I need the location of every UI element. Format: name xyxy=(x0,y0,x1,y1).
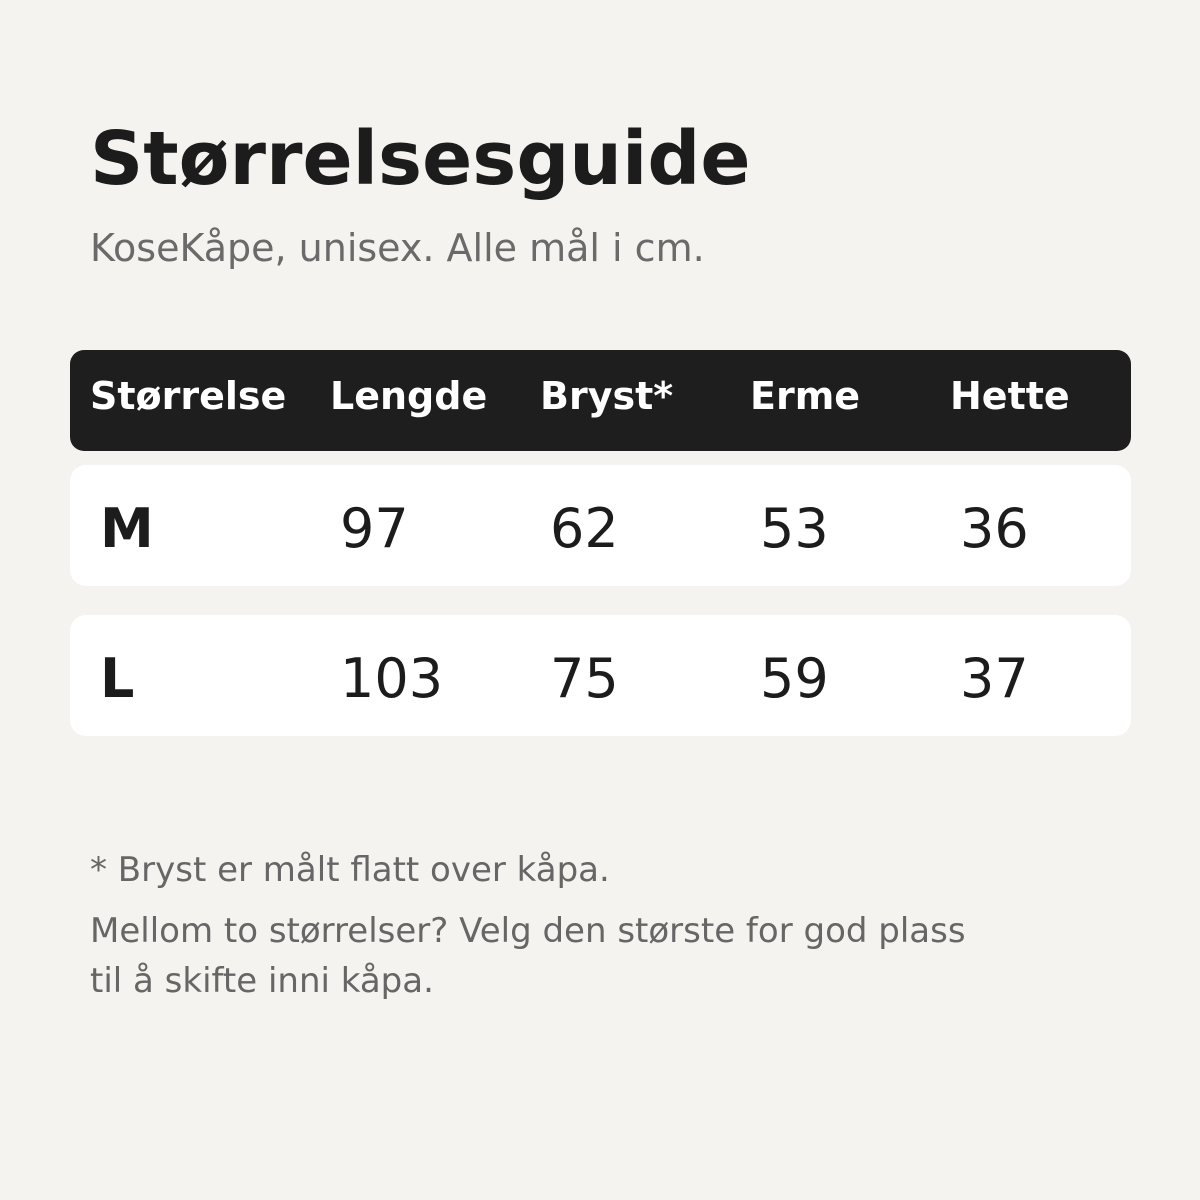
cell-hood: 36 xyxy=(960,497,1029,560)
cell-length: 97 xyxy=(340,497,409,560)
cell-chest: 75 xyxy=(550,647,619,710)
page-title: Størrelsesguide xyxy=(90,116,751,202)
header-sleeve: Erme xyxy=(750,374,861,418)
cell-sleeve: 53 xyxy=(760,497,829,560)
footnote-text: * Bryst er målt flatt over kåpa. xyxy=(90,850,610,890)
header-length: Lengde xyxy=(330,374,488,418)
page-subtitle: KoseKåpe, unisex. Alle mål i cm. xyxy=(90,226,705,270)
cell-hood: 37 xyxy=(960,647,1029,710)
cell-length: 103 xyxy=(340,647,444,710)
header-size: Størrelse xyxy=(90,374,287,418)
header-chest: Bryst* xyxy=(540,374,674,418)
cell-chest: 62 xyxy=(550,497,619,560)
advice-text: Mellom to størrelser? Velg den største for god plass til å skifte inni kåpa. xyxy=(90,910,966,1001)
cell-size: M xyxy=(100,497,154,560)
table-row xyxy=(70,615,1131,736)
cell-size: L xyxy=(100,647,135,710)
table-row xyxy=(70,465,1131,586)
size-table xyxy=(70,350,1131,736)
cell-sleeve: 59 xyxy=(760,647,829,710)
table-header-row xyxy=(70,350,1131,451)
notes xyxy=(90,850,990,1007)
header-hood: Hette xyxy=(950,374,1070,418)
